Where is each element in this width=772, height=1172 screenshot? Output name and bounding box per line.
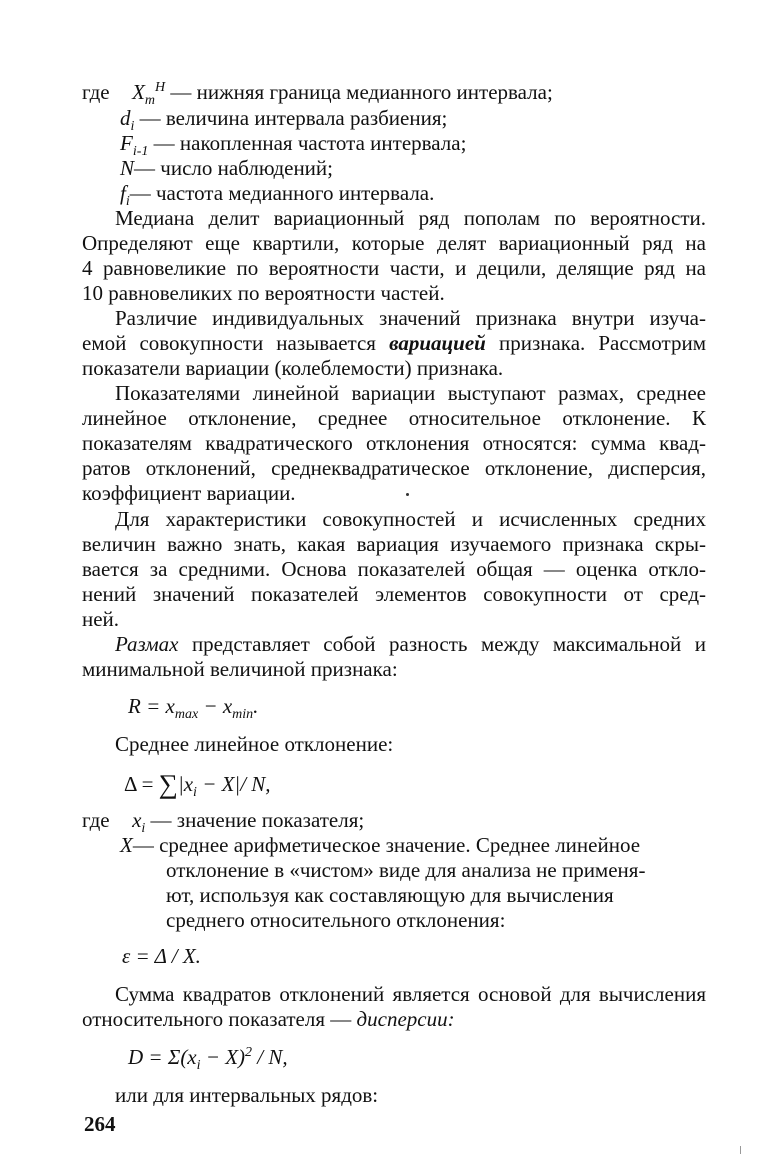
p4-line-5: ней. bbox=[82, 607, 120, 631]
p1-line-1: Медиана делит вариационный ряд пополам по вероятности. bbox=[115, 206, 706, 230]
term-variation: вариацией bbox=[389, 331, 486, 355]
def-line-d bbox=[120, 106, 744, 134]
var-X: X bbox=[120, 833, 133, 857]
p5-line-1: Размах представляет собой разность между максимальной и bbox=[115, 632, 706, 656]
def-d: — величина интервала разбиения; bbox=[139, 106, 448, 130]
def-line-X bbox=[120, 833, 744, 858]
var-f-cum: $F_{i-1}$ bbox=[120, 131, 149, 159]
def-line-fi bbox=[120, 181, 744, 209]
def-X-cont-1: отклонение в «чистом» виде для анализа не применя- bbox=[166, 858, 646, 882]
def-line-n bbox=[120, 156, 744, 181]
formula-dispersion: $D = \Sigma(x_i - X)^2 / N$, bbox=[128, 1045, 288, 1073]
where-line-2 bbox=[82, 808, 706, 836]
scan-speck bbox=[406, 493, 409, 496]
var-d: $d_i$ bbox=[120, 106, 135, 134]
p6-line-2: относительного показателя — дисперсии: bbox=[82, 1007, 455, 1031]
p3-line-4: ратов отклонений, среднеквадратическое отклонение, дисперсия, bbox=[82, 456, 706, 480]
def-X-cont-3: среднего относительного отклонения: bbox=[166, 908, 506, 932]
var-x-median: $X_m^H$ bbox=[132, 80, 166, 108]
p2-line-3: показатели вариации (колеблемости) признака. bbox=[82, 356, 504, 380]
term-dispersion: дисперсии: bbox=[356, 1007, 455, 1031]
mean-dev-label: Среднее линейное отклонение: bbox=[115, 732, 394, 756]
p3-line-3: показателям квадратического отклонения относятся: сумма квад- bbox=[82, 431, 706, 455]
def-f-cum: — накопленная частота интервала; bbox=[153, 131, 467, 155]
def-x-median: — нижняя граница медианного интервала; bbox=[170, 80, 553, 104]
def-xi: — значение показателя; bbox=[150, 808, 365, 832]
p3-line-2: линейное отклонение, среднее относительное отклонение. К bbox=[82, 406, 706, 430]
term-range: Размах bbox=[115, 632, 179, 656]
scan-mark bbox=[740, 1146, 741, 1154]
interval-label: или для интервальных рядов: bbox=[115, 1083, 379, 1107]
def-X-cont-2: ют, используя как составляющую для вычисления bbox=[166, 883, 614, 907]
p4-line-1: Для характеристики совокупностей и исчисленных средних bbox=[115, 507, 706, 531]
formula-range: $R = x_{max} - x_{min}$. bbox=[128, 694, 259, 722]
p1-line-3: 4 равновеликие по вероятности части, и децили, делящие ряд на bbox=[82, 256, 706, 280]
p5-line-2: минимальной величиной признака: bbox=[82, 657, 398, 681]
def-X: — среднее арифметическое значение. Среднее линейное bbox=[132, 833, 641, 857]
var-xi: $x_i$ bbox=[132, 808, 146, 836]
p4-line-2: величин важно знать, какая вариация изучаемого признака скры- bbox=[82, 532, 706, 556]
p2-line-1: Различие индивидуальных значений признака внутри изуча- bbox=[115, 306, 706, 330]
formula-mean-deviation: $\Delta = \sum|x_i - X|/$ N, bbox=[124, 769, 271, 800]
where-label: где bbox=[82, 80, 110, 104]
formula-relative-deviation: ε = Δ / X. bbox=[122, 944, 201, 968]
def-n: — число наблюдений; bbox=[134, 156, 333, 180]
def-line-f bbox=[120, 131, 744, 159]
page-number: 264 bbox=[84, 1112, 116, 1136]
p4-line-3: вается за средними. Основа показателей общая — оценка откло- bbox=[82, 557, 706, 581]
p1-line-2: Определяют еще квартили, которые делят вариационный ряд на bbox=[82, 231, 706, 255]
p3-line-5: коэффициент вариации. bbox=[82, 481, 296, 505]
var-n: N bbox=[120, 156, 135, 180]
p3-line-1: Показателями линейной вариации выступают размах, среднее bbox=[115, 381, 706, 405]
p6-line-1: Сумма квадратов отклонений является основой для вычисления bbox=[115, 982, 706, 1006]
def-fi: — частота медианного интервала. bbox=[129, 181, 435, 205]
var-fi: $f_i$ bbox=[120, 181, 130, 209]
p1-line-4: 10 равновеликих по вероятности частей. bbox=[82, 281, 445, 305]
p4-line-4: нений значений показателей элементов совокупности от сред- bbox=[82, 582, 706, 606]
where-line-1 bbox=[82, 80, 706, 108]
p2-line-2: емой совокупности называется вариацией признака. Рассмотрим bbox=[82, 331, 706, 355]
where-label-2: где bbox=[82, 808, 110, 832]
